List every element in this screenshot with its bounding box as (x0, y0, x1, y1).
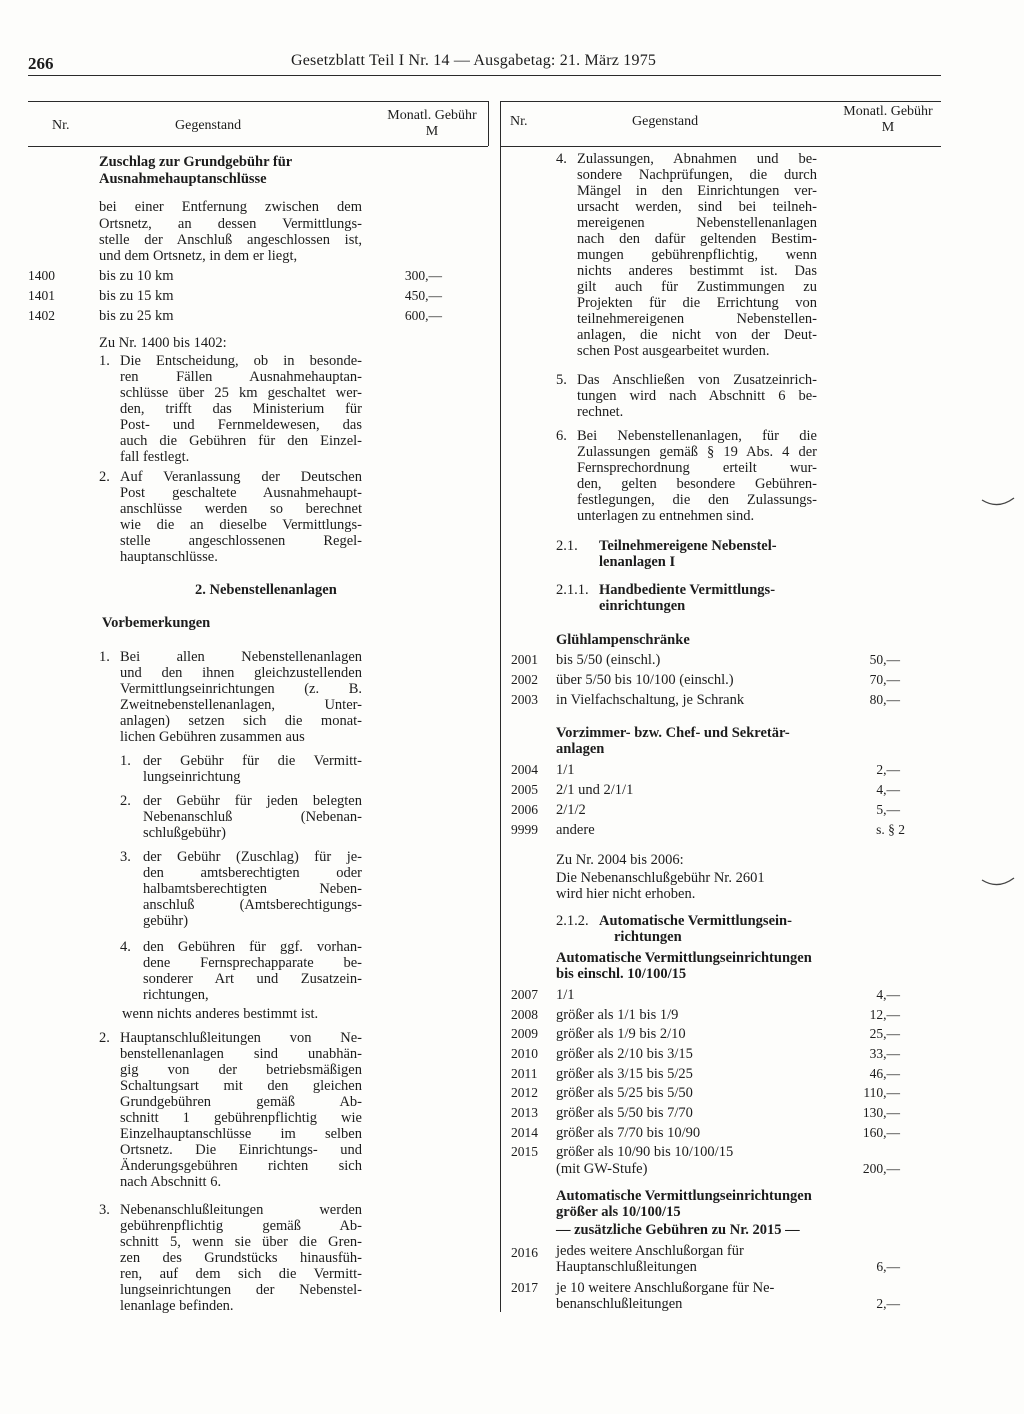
heading-line: größer als 10/100/15 (556, 1204, 681, 1220)
text-line: Projekten für die Errichtung von (577, 295, 817, 311)
text-line: unterlagen zu entnehmen sind. (577, 508, 755, 524)
right-col-gegenstand: Gegenstand (632, 114, 699, 129)
text-line: sonderer Art und Zusatzein- (143, 971, 362, 987)
section-number: 2.1.2. (556, 913, 589, 929)
row-fee: 46,— (869, 1066, 900, 1081)
header-rule (28, 75, 941, 76)
row-text: über 5/50 bis 10/100 (einschl.) (556, 672, 734, 688)
text-line: schen Post ausgearbeitet wurden. (577, 343, 770, 359)
row-number: 2008 (511, 1007, 538, 1022)
row-fee: 2,— (876, 762, 900, 777)
text-line: Zweitnebenstellenanlagen, Unter- (120, 697, 362, 713)
item-marker: 2. (120, 793, 131, 809)
heading-line: Automatische Vermittlungseinrichtungen (556, 1188, 812, 1204)
text-line: anlagen, die nicht von der Deut- (577, 327, 817, 343)
text-line: Grundgebühren gemäß Ab- (120, 1094, 362, 1110)
text-line: anschluß (Amtsberechtigungs- (143, 897, 362, 913)
left-col-gegenstand: Gegenstand (175, 118, 242, 133)
heading-line: lenanlagen I (599, 554, 676, 570)
text-line: fall festlegt. (120, 449, 190, 465)
row-number: 2017 (511, 1280, 538, 1295)
text-line: tungen wird nach Abschnitt 6 be- (577, 388, 817, 404)
item-marker: 4. (556, 151, 567, 167)
text-line: lenanlage befinden. (120, 1298, 234, 1314)
row-text: in Vielfachschaltung, je Schrank (556, 692, 745, 708)
text-line: Schaltungsart mit den gleichen (120, 1078, 362, 1094)
text-line: lungseinrichtung (143, 769, 241, 785)
text-line: ren, auf dem sich die Vermitt- (120, 1266, 362, 1282)
row-number: 2013 (511, 1105, 538, 1120)
row-text: bis 5/50 (einschl.) (556, 652, 661, 668)
row-text: benanschlußleitungen (556, 1296, 683, 1312)
gluehlampen-heading: Glühlampenschränke (556, 632, 690, 648)
heading-line: — zusätzliche Gebühren zu Nr. 2015 — (556, 1222, 800, 1238)
text-line: festlegungen, die den Zulassungs- (577, 492, 817, 508)
item-marker: 1. (99, 649, 110, 665)
text-line: schlüsse über 25 km geschaltet wer- (120, 385, 362, 401)
row-text: bis zu 25 km (99, 308, 174, 324)
row-fee: 70,— (869, 672, 900, 687)
item-marker: 1. (120, 753, 131, 769)
text-line: Zulassungen, Abnahmen und be- (577, 151, 817, 167)
text-line: schlußgebühr) (143, 825, 226, 841)
text-line: den, gelten besondere Gebühren- (577, 476, 817, 492)
text-line: Einzelhauptanschlüsse im selben (120, 1126, 362, 1142)
row-text: größer als 7/70 bis 10/90 (556, 1125, 701, 1141)
row-number: 2014 (511, 1125, 538, 1140)
text-line: ursacht werden, sind bei teilneh- (577, 199, 817, 215)
text-line: stelle der Anschluß angeschlossen ist, (99, 232, 362, 248)
left-col-nr: Nr. (52, 118, 70, 133)
row-number: 2009 (511, 1026, 538, 1041)
text-line: teilnehmereigenen Nebenstellen- (577, 311, 817, 327)
row-text: größer als 2/10 bis 3/15 (556, 1046, 693, 1062)
item-marker: 5. (556, 372, 567, 388)
text-line: mungen gebührenpflichtig, wenn (577, 247, 817, 263)
margin-mark (980, 496, 1016, 510)
text-line: der Gebühr für die Vermitt- (143, 753, 362, 769)
text-line: den Gebühren für ggf. vorhan- (143, 939, 362, 955)
text-line: schnitt 5, wenn sie über die Gren- (120, 1234, 362, 1250)
row-number: 1400 (28, 268, 55, 283)
right-col-nr: Nr. (510, 114, 528, 129)
item-marker: 1. (99, 353, 110, 369)
row-text: Hauptanschlußleitungen (556, 1259, 697, 1275)
text-line: zen des Grundstücks hinausfüh- (120, 1250, 362, 1266)
row-text: 1/1 (556, 762, 575, 778)
row-text: 2/1 und 2/1/1 (556, 782, 634, 798)
text-line: nach den dafür geltenden Bestim- (577, 231, 817, 247)
item-marker: 2. (99, 1030, 110, 1046)
row-number: 2004 (511, 762, 538, 777)
row-text: 2/1/2 (556, 802, 586, 818)
heading-line: Automatische Vermittlungsein- (599, 913, 792, 929)
text-line: und den ihnen gleichzustellenden (120, 665, 362, 681)
text-line: anschlüsse werden so berechnet (120, 501, 362, 517)
left-col-gebuehr (373, 108, 491, 140)
text-line: Die Entscheidung, ob in besonde- (120, 353, 362, 369)
text-line: gebührenpflichtig gemäß Ab- (120, 1218, 362, 1234)
text-line: richtungen, (143, 987, 209, 1003)
row-number: 2007 (511, 987, 538, 1002)
text-line: Post geschaltete Ausnahmehaupt- (120, 485, 362, 501)
text-line: Nebenanschlußleitungen werden (120, 1202, 362, 1218)
row-fee: 200,— (862, 1161, 900, 1176)
row-text: größer als 5/25 bis 5/50 (556, 1085, 693, 1101)
row-fee: 300,— (404, 268, 442, 283)
row-text: bis zu 15 km (99, 288, 174, 304)
page-number: 266 (28, 54, 54, 73)
heading-line: Vorzimmer- bzw. Chef- und Sekretär- (556, 725, 790, 741)
row-number: 2011 (511, 1066, 538, 1081)
text-line: sondere Nachprüfungen, die durch (577, 167, 817, 183)
vorbemerkung-1-end: wenn nichts anderes bestimmt ist. (122, 1006, 319, 1022)
text-line: Bei allen Nebenstellenanlagen (120, 649, 362, 665)
row-fee: 50,— (869, 652, 900, 667)
text-line: anlagen) setzen sich die monat- (120, 713, 362, 729)
left-table-head-rule (28, 146, 488, 147)
row-fee: 12,— (869, 1007, 900, 1022)
text-line: Zulassungen gemäß § 19 Abs. 4 der (577, 444, 817, 460)
row-fee: 160,— (862, 1125, 900, 1140)
row-text: jedes weitere Anschlußorgan für (556, 1243, 744, 1259)
right-col-gebuehr-line2: M (881, 120, 895, 135)
right-table-top-rule (500, 101, 941, 102)
item-marker: 6. (556, 428, 567, 444)
row-number: 2001 (511, 652, 538, 667)
text-line: rechnet. (577, 404, 624, 420)
text-line: Auf Veranlassung der Deutschen (120, 469, 362, 485)
text-line: bei einer Entfernung zwischen dem (99, 199, 362, 215)
text-line: Bei Nebenstellenanlagen, für die (577, 428, 817, 444)
row-number: 1402 (28, 308, 55, 323)
row-number: 2016 (511, 1245, 538, 1260)
text-line: gebühr) (143, 913, 189, 929)
text-line: Fernsprechordnung erteilt wur- (577, 460, 817, 476)
text-line: Änderungsgebühren richten sich (120, 1158, 362, 1174)
item-marker: 4. (120, 939, 131, 955)
row-fee: 600,— (404, 308, 442, 323)
row-text: größer als 3/15 bis 5/25 (556, 1066, 693, 1082)
item-marker: 2. (99, 469, 110, 485)
text-line: gig von der betriebsmäßigen (120, 1062, 362, 1078)
text-line: und dem Ortsnetz, in dem er liegt, (99, 248, 298, 264)
text-line: den amtsberechtigten oder (143, 865, 362, 881)
row-text: bis zu 10 km (99, 268, 174, 284)
text-line: lichen Gebühren zusammen aus (120, 729, 305, 745)
text-line: schnitt 1 gebührenpflichtig wie (120, 1110, 362, 1126)
left-table-top-rule (28, 101, 488, 102)
row-text: größer als 1/9 bis 2/10 (556, 1026, 686, 1042)
margin-mark (980, 876, 1016, 890)
section-heading-nebenstellenanlagen: 2. Nebenstellenanlagen (195, 582, 337, 598)
text-line: Post- und Fernmeldewesen, das (120, 417, 362, 433)
text-line: Zu Nr. 2004 bis 2006: (556, 852, 684, 868)
row-text: (mit GW-Stufe) (556, 1161, 648, 1177)
note-heading: Zu Nr. 1400 bis 1402: (99, 335, 227, 351)
text-line: Hauptanschlußleitungen von Ne- (120, 1030, 362, 1046)
row-fee: 6,— (876, 1259, 900, 1274)
text-line: stelle angeschlossenen Regel- (120, 533, 362, 549)
text-line: Vermittlungseinrichtungen (z. B. (120, 681, 362, 697)
text-line: Mängel in den Einrichtungen ver- (577, 183, 817, 199)
row-number: 2012 (511, 1085, 538, 1100)
heading-line: anlagen (556, 741, 605, 757)
row-text: 1/1 (556, 987, 575, 1003)
row-fee: 33,— (869, 1046, 900, 1061)
text-line: der Gebühr für jeden belegten (143, 793, 362, 809)
text-line: Ortsnetz. Die Einrichtungs- und (120, 1142, 362, 1158)
right-col-gebuehr (832, 104, 944, 136)
row-number: 2010 (511, 1046, 538, 1061)
row-fee: 4,— (876, 782, 900, 797)
row-number: 2005 (511, 782, 538, 797)
row-fee: 5,— (876, 802, 900, 817)
row-fee: 130,— (862, 1105, 900, 1120)
text-line: halbamtsberechtigten Neben- (143, 881, 362, 897)
section-number: 2.1.1. (556, 582, 589, 598)
page-title: Gesetzblatt Teil I Nr. 14 — Ausgabetag: 21. März 1975 (291, 52, 657, 69)
left-col-divider (488, 101, 489, 146)
row-text: größer als 10/90 bis 10/100/15 (556, 1144, 734, 1160)
heading-line: richtungen (614, 929, 682, 945)
text-line: mereigenen Nebenstellenanlagen (577, 215, 817, 231)
row-number: 1401 (28, 288, 55, 303)
text-line: dene Fernsprechapparate be- (143, 955, 362, 971)
row-fee: 25,— (869, 1026, 900, 1041)
left-col-gebuehr-line2: M (425, 124, 439, 139)
title-line: Zuschlag zur Grundgebühr für (99, 154, 293, 170)
item-marker: 3. (99, 1202, 110, 1218)
text-line: benstellenanlagen sind unabhän- (120, 1046, 362, 1062)
row-number: 9999 (511, 822, 538, 837)
section-number: 2.1. (556, 538, 578, 554)
column-separator (500, 101, 501, 1312)
row-text: größer als 1/1 bis 1/9 (556, 1007, 679, 1023)
left-col-gebuehr-line1: Monatl. Gebühr (387, 108, 477, 123)
text-line: hauptanschlüsse. (120, 549, 218, 565)
text-line: gilt auch für Zustimmungen zu (577, 279, 817, 295)
text-line: ren Fällen Ausnahmehauptan- (120, 369, 362, 385)
row-fee: 2,— (876, 1296, 900, 1311)
text-line: wird hier nicht erhoben. (556, 886, 696, 902)
heading-line: bis einschl. 10/100/15 (556, 966, 687, 982)
row-number: 2003 (511, 692, 538, 707)
heading-line: Automatische Vermittlungseinrichtungen (556, 950, 812, 966)
row-number: 2002 (511, 672, 538, 687)
text-line: nach Abschnitt 6. (120, 1174, 222, 1190)
title-line: Ausnahmehauptanschlüsse (99, 171, 267, 187)
text-line: Nebenanschluß (Nebenan- (143, 809, 362, 825)
row-text: größer als 5/50 bis 7/70 (556, 1105, 693, 1121)
text-line: auch die Gebühren für den Einzel- (120, 433, 362, 449)
text-line: Ortsnetz, an dessen Vermittlungs- (99, 216, 362, 232)
text-line: lungseinrichtungen der Nebenstel- (120, 1282, 362, 1298)
row-fee: 4,— (876, 987, 900, 1002)
text-line: der Gebühr (Zuschlag) für je- (143, 849, 362, 865)
row-fee: s. § 2 (876, 822, 905, 837)
item-marker: 3. (120, 849, 131, 865)
row-fee: 110,— (863, 1085, 900, 1100)
heading-line: Handbediente Vermittlungs- (599, 582, 776, 598)
heading-line: einrichtungen (599, 598, 686, 614)
row-fee: 80,— (869, 692, 900, 707)
row-number: 2006 (511, 802, 538, 817)
text-line: wie die an dieselbe Vermittlungs- (120, 517, 362, 533)
row-number: 2015 (511, 1144, 538, 1159)
vorbemerkungen-heading: Vorbemerkungen (102, 615, 211, 631)
heading-line: Teilnehmereigene Nebenstel- (599, 538, 777, 554)
text-line: den, trifft das Ministerium für (120, 401, 362, 417)
text-line: Die Nebenanschlußgebühr Nr. 2601 (556, 870, 765, 886)
right-table-head-rule (500, 146, 941, 147)
right-col-gebuehr-line1: Monatl. Gebühr (843, 104, 933, 119)
text-line: nichts anderes bestimmt ist. Das (577, 263, 817, 279)
row-text: je 10 weitere Anschlußorgane für Ne- (556, 1280, 775, 1296)
row-fee: 450,— (404, 288, 442, 303)
row-text: andere (556, 822, 595, 838)
text-line: Das Anschließen von Zusatzeinrich- (577, 372, 817, 388)
